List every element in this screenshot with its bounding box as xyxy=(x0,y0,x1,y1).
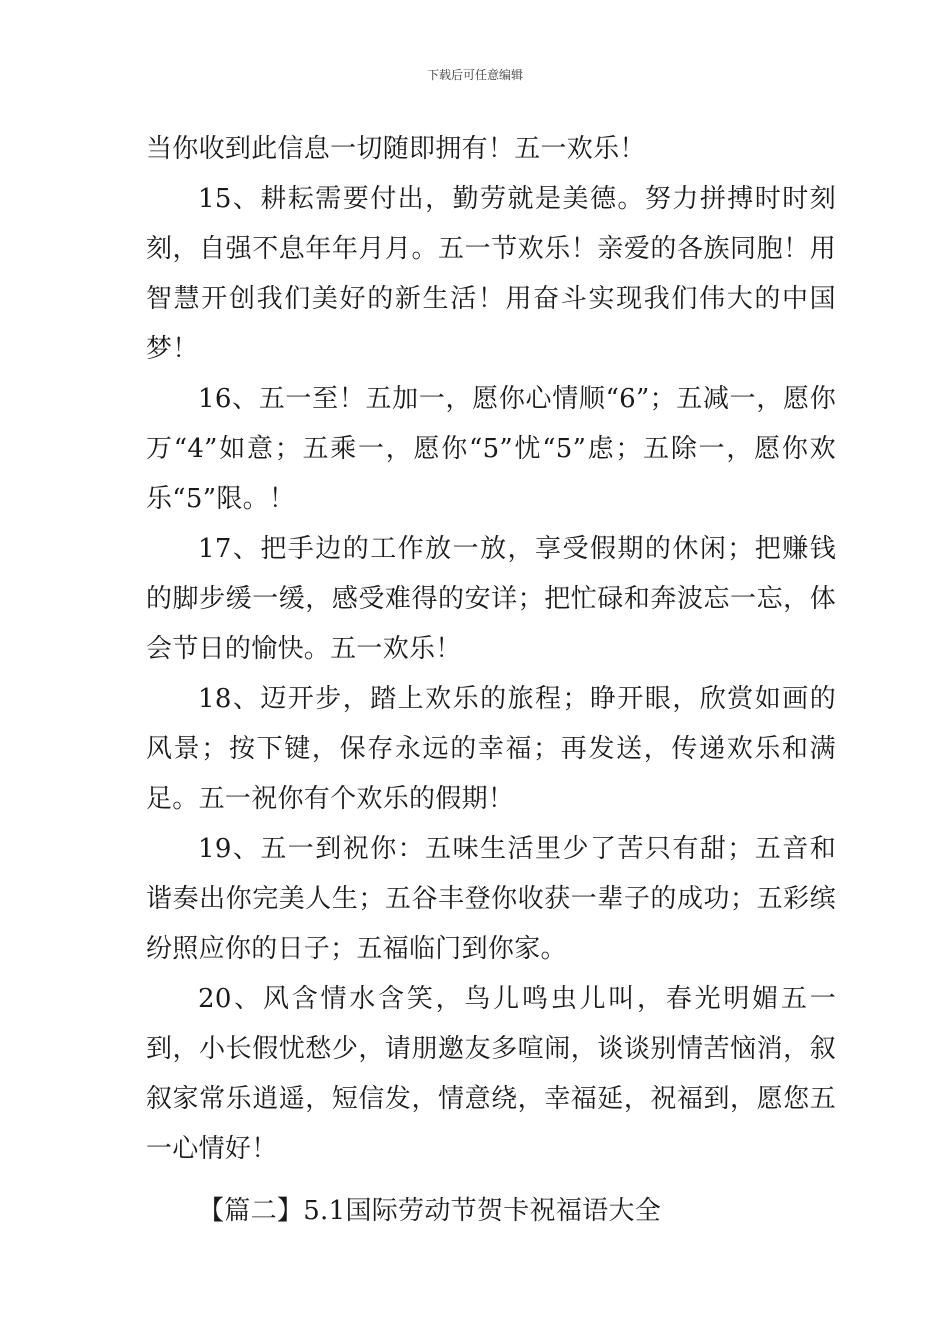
paragraph-20: 20、风含情水含笑，鸟儿鸣虫儿叫，春光明媚五一到，小长假忧愁少，请朋邀友多喧闹，谈谈别情苦恼消，叙叙家常乐逍遥，短信发，情意绕，幸福延，祝福到，愿您五一心情好！ xyxy=(146,984,836,1164)
page-header: 下载后可任意编辑 xyxy=(426,68,523,82)
section-title: 【篇二】5.1国际劳动节贺卡祝福语大全 xyxy=(198,1196,662,1226)
paragraph-16: 16、五一至！五加一，愿你心情顺“6”；五减一，愿你万“4”如意；五乘一，愿你“5”忧“5”虑；五除一，愿你欢乐“5”限。！ xyxy=(146,384,836,514)
paragraph-19: 19、五一到祝你：五味生活里少了苦只有甜；五音和谐奏出你完美人生；五谷丰登你收获一辈子的成功；五彩缤纷照应你的日子；五福临门到你家。 xyxy=(146,834,836,964)
paragraph-18: 18、迈开步，踏上欢乐的旅程；睁开眼，欣赏如画的风景；按下键，保存永远的幸福；再发送，传递欢乐和满足。五一祝你有个欢乐的假期！ xyxy=(146,684,836,814)
paragraph-17: 17、把手边的工作放一放，享受假期的休闲；把赚钱的脚步缓一缓，感受难得的安详；把忙碌和奔波忘一忘，体会节日的愉快。五一欢乐！ xyxy=(146,534,836,664)
paragraph-15: 15、耕耘需要付出，勤劳就是美德。努力拼搏时时刻刻，自强不息年年月月。五一节欢乐！亲爱的各族同胞！用智慧开创我们美好的新生活！用奋斗实现我们伟大的中国梦！ xyxy=(146,184,836,364)
document-body xyxy=(146,124,836,1236)
paragraph: 当你收到此信息一切随即拥有！五一欢乐！ xyxy=(146,134,646,164)
